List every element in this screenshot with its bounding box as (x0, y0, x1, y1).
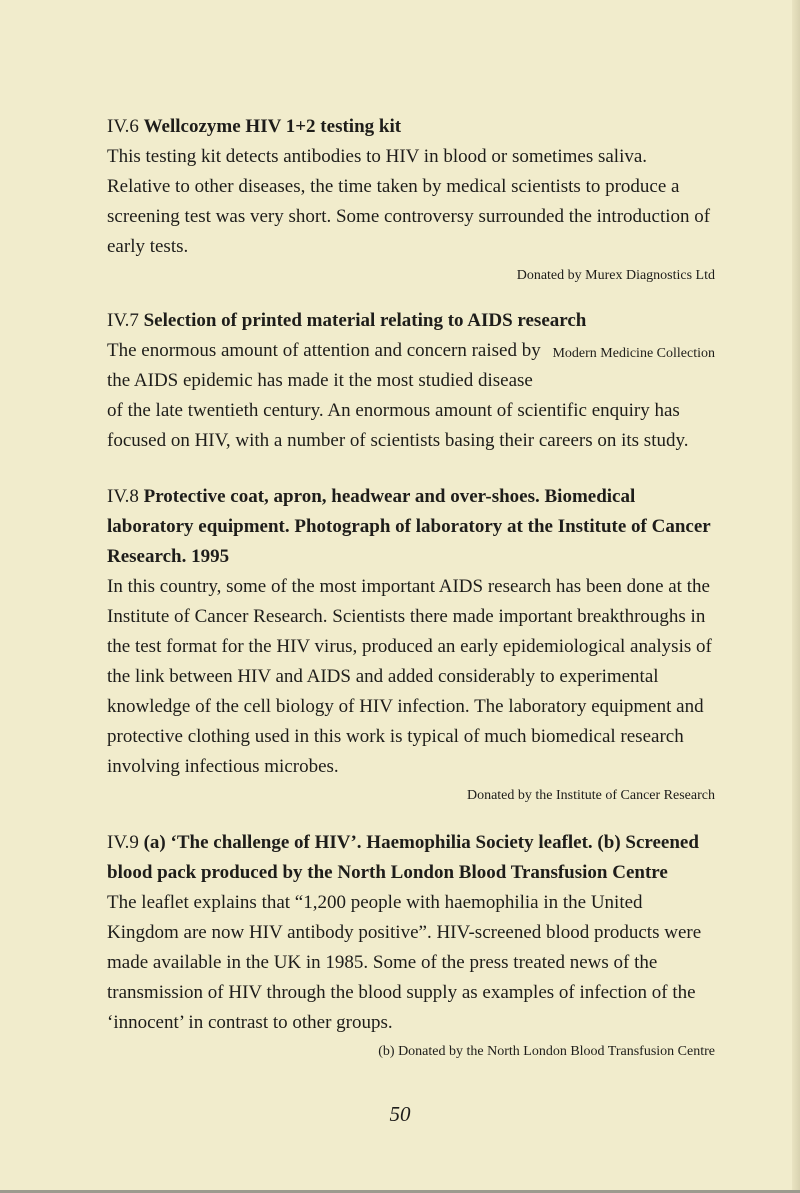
catalogue-entry-iv9 (107, 828, 715, 1062)
entry-credit: Modern Medicine Collection (552, 346, 715, 361)
entry-number: IV.7 (107, 310, 139, 331)
catalogue-entry-iv8 (107, 482, 715, 806)
entry-heading (107, 306, 715, 336)
entry-number: IV.6 (107, 116, 139, 137)
catalogue-page-content (107, 112, 715, 1062)
entry-heading (107, 112, 715, 142)
entry-description: The enormous amount of attention and concern raised by the AIDS epidemic has made it the most studied disease of the late twentieth century. An enormous amount of scientific enquiry has focused on HIV, with a number of scientists basing their careers on its study. (107, 340, 689, 451)
entry-number: IV.9 (107, 832, 139, 853)
page-number: 50 (389, 1102, 411, 1126)
entry-description: In this country, some of the most important AIDS research has been done at the Institute of Cancer Research. Scientists there made important breakthroughs in the test format for the HIV virus, produced an early epidemiological analysis of the link between HIV and AIDS and added considerably to experimental knowledge of the cell biology of HIV infection. The laboratory equipment and protective clothing used in this work is typical of much biomedical research involving infectious microbes. (107, 576, 712, 777)
entry-number: IV.8 (107, 486, 139, 507)
entry-heading (107, 828, 715, 888)
entry-description: This testing kit detects antibodies to HIV in blood or sometimes saliva. Relative to other diseases, the time taken by medical scientists to produce a screening test was very short. Some controversy surrounded the introduction of early tests. (107, 146, 711, 257)
entry-description: The leaflet explains that “1,200 people with haemophilia in the United Kingdom are now HIV antibody positive”. HIV-screened blood products were made available in the UK in 1985. Some of the press treated news of the transmission of HIV through the blood supply as examples of infection of the ‘innocent’ in contrast to other groups. (107, 892, 702, 1033)
catalogue-entry-iv7 (107, 306, 715, 456)
page-edge (792, 0, 800, 1193)
entry-credit: (b) Donated by the North London Blood Transfusion Centre (378, 1044, 715, 1059)
entry-credit: Donated by Murex Diagnostics Ltd (516, 268, 715, 283)
catalogue-entry-iv6 (107, 112, 715, 286)
entry-credit: Donated by the Institute of Cancer Research (466, 788, 715, 803)
entry-heading (107, 482, 715, 572)
entry-title: Selection of printed material relating to AIDS research (143, 310, 587, 331)
entry-title: (a) ‘The challenge of HIV’. Haemophilia Society leaflet. (b) Screened blood pack produced by the North London Blood Transfusion Centre (107, 832, 699, 883)
entry-description-with-credit (107, 336, 715, 456)
entry-title: Protective coat, apron, headwear and over-shoes. Biomedical laboratory equipment. Photograph of laboratory at the Institute of Cancer Research. 1995 (107, 486, 711, 567)
entry-title: Wellcozyme HIV 1+2 testing kit (143, 116, 402, 137)
